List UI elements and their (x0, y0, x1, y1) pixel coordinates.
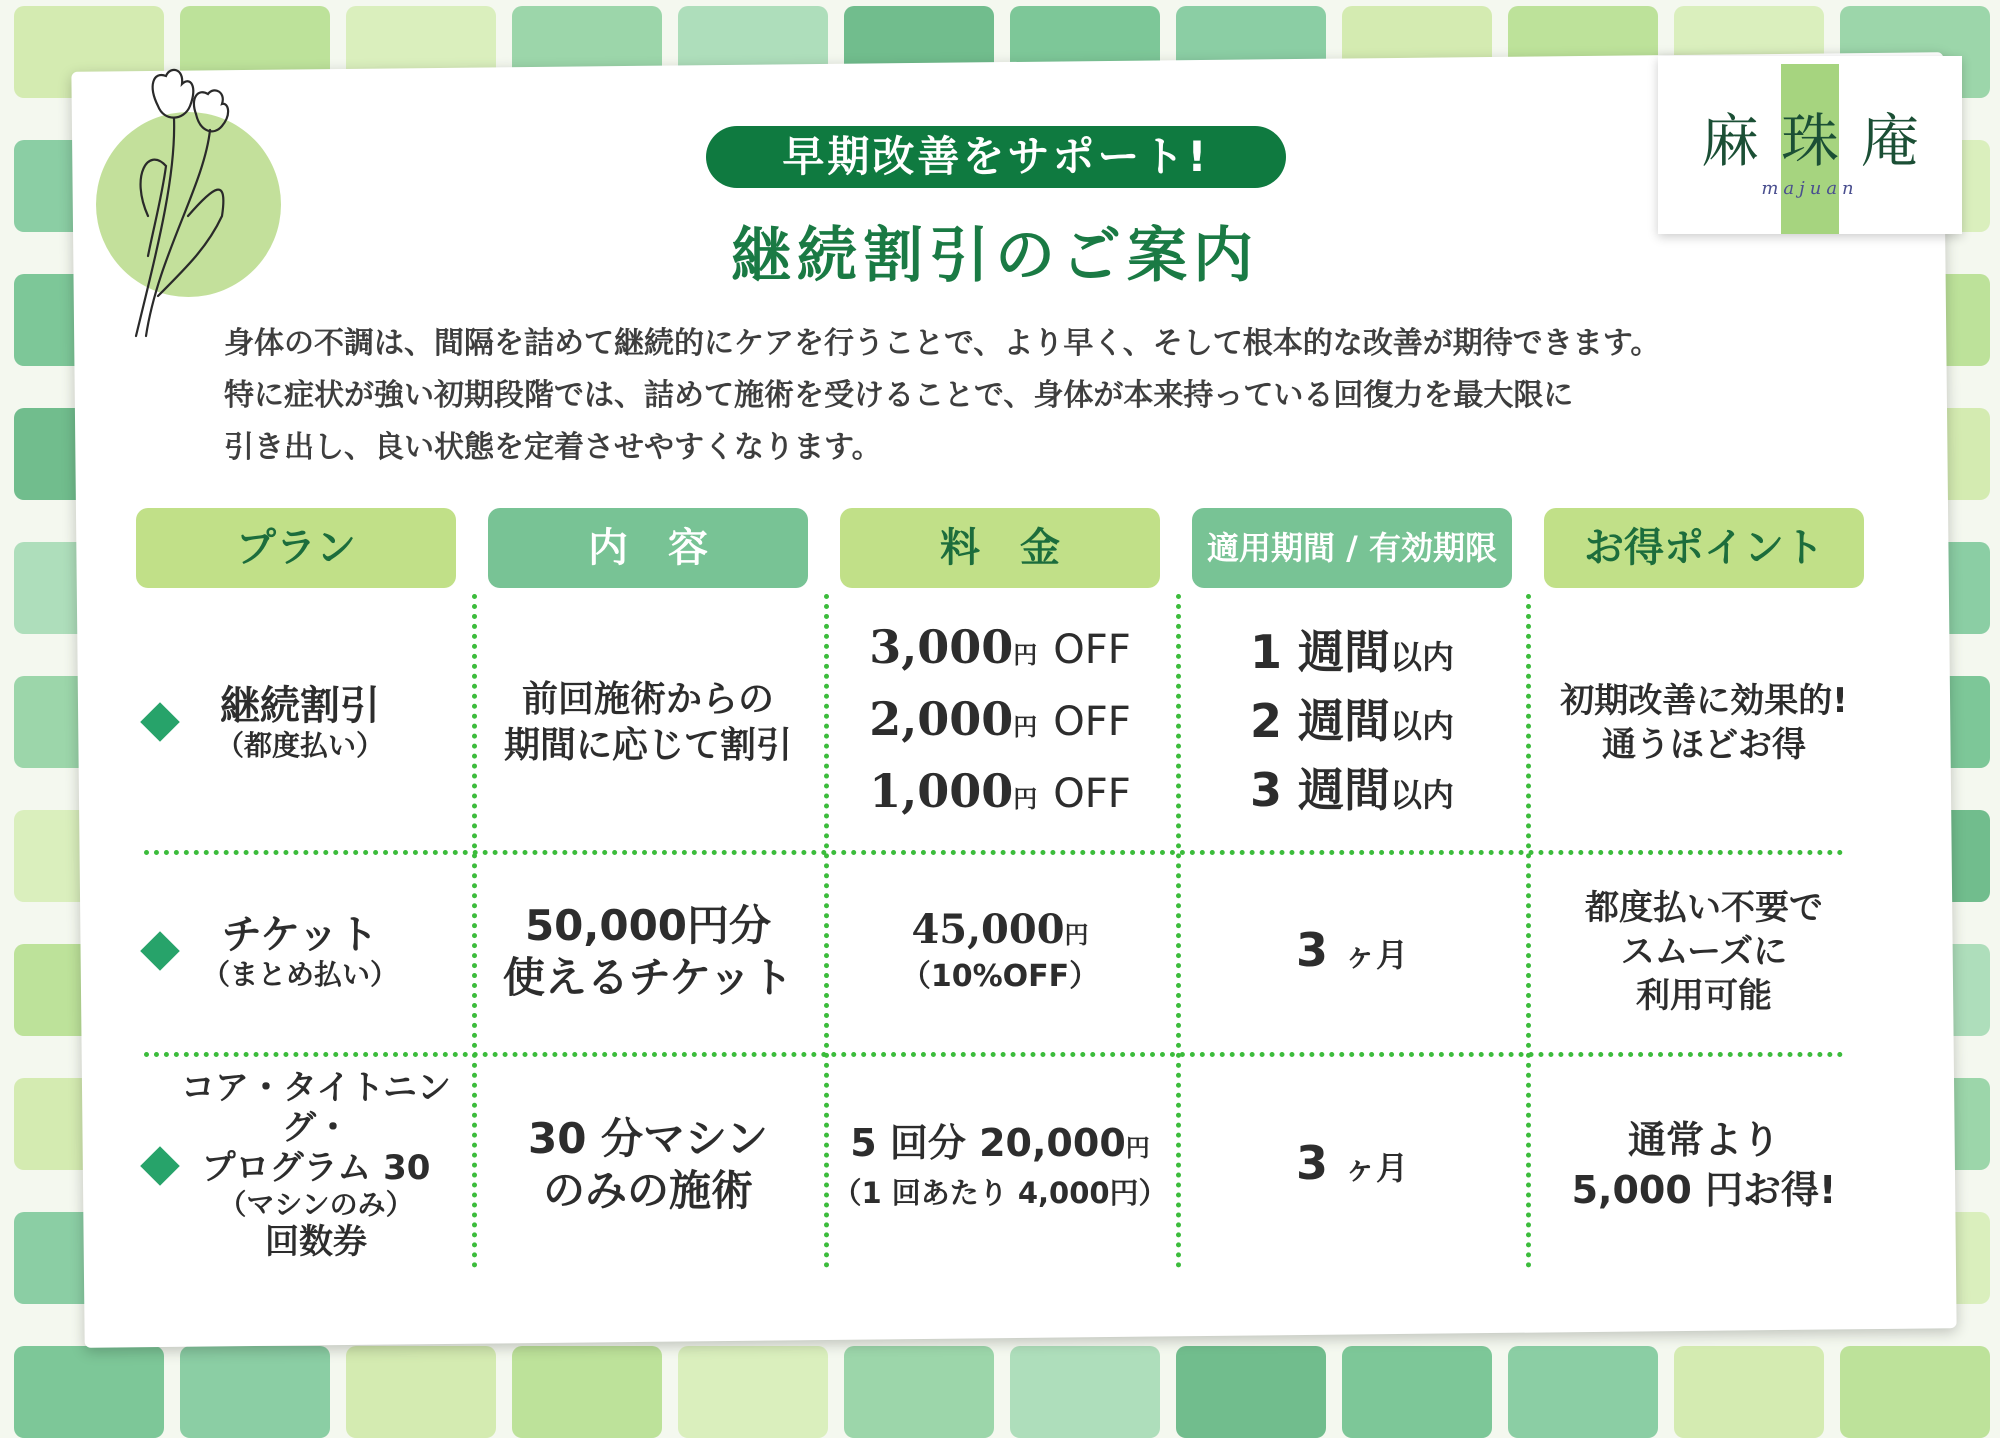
period-line: 3 ヶ月 (1295, 1135, 1409, 1190)
background-tile (512, 1346, 662, 1438)
point-line: 通常より (1627, 1118, 1780, 1162)
period-line: 3 週間以内 (1249, 762, 1455, 817)
price-line: 3,000円 OFF (869, 620, 1131, 674)
row-divider (144, 1052, 1844, 1057)
logo-romaji: majuan (1761, 178, 1859, 199)
price-note: （10%OFF） (900, 958, 1100, 994)
content-line: 50,000円分 (524, 901, 772, 950)
header-banner: 早期改善をサポート! (706, 126, 1286, 188)
content-line: 前回施術からの (521, 679, 774, 720)
period-line: 1 週間以内 (1249, 624, 1455, 679)
tulip-illustration (118, 66, 258, 346)
price-line: 1,000円 OFF (869, 764, 1131, 818)
background-tile (1508, 1346, 1658, 1438)
point-line: 都度払い不要で (1585, 888, 1823, 928)
background-tile (1342, 1346, 1492, 1438)
intro-paragraph (224, 318, 1784, 474)
point-cell (1544, 600, 1864, 846)
point-line: スムーズに (1620, 932, 1788, 972)
header-content: 内 容 (488, 508, 808, 588)
price-cell (840, 600, 1160, 846)
content-cell (488, 858, 808, 1046)
point-cell (1544, 858, 1864, 1046)
row-divider (144, 850, 1844, 855)
price-cell (832, 1060, 1168, 1270)
plan-line: プログラム 30 (201, 1148, 431, 1188)
header-price: 料 金 (840, 508, 1160, 588)
background-tile (844, 1346, 994, 1438)
column-divider (824, 594, 829, 1268)
majuan-logo (1658, 56, 1962, 234)
content-line: 使えるチケット (502, 953, 794, 1002)
header-plan: プラン (136, 508, 456, 588)
plan-line: （マシンのみ） (218, 1188, 414, 1221)
plan-line: 回数券 (265, 1222, 367, 1262)
price-cell (840, 858, 1160, 1046)
plan-cell-continuous (140, 600, 460, 846)
period-cell (1192, 858, 1512, 1046)
column-divider (1176, 594, 1181, 1268)
period-line: 2 週間以内 (1249, 693, 1455, 748)
background-tile (678, 1346, 828, 1438)
background-tile (346, 1346, 496, 1438)
column-divider (1526, 594, 1531, 1268)
content-line: 30 分マシン (527, 1114, 769, 1163)
background-tile (1010, 1346, 1160, 1438)
intro-line: 特に症状が強い初期段階では、詰めて施術を受けることで、身体が本来持っている回復力を最大限に (224, 378, 1574, 413)
period-line: 3 ヶ月 (1295, 922, 1409, 977)
price-note: （1 回あたり 4,000円） (832, 1175, 1168, 1210)
intro-line: 引き出し、良い状態を定着させやすくなります。 (224, 430, 882, 465)
price-amount: 5 回分 20,000円 (850, 1120, 1150, 1165)
point-line: 利用可能 (1636, 976, 1772, 1016)
header-period: 適用期間 / 有効期限 (1192, 508, 1512, 588)
logo-kanji: 麻珠庵 (1700, 107, 1941, 175)
content-cell (488, 600, 808, 846)
plan-sub: （都度払い） (215, 729, 384, 762)
plan-name: 継続割引 (220, 683, 380, 729)
point-line: 通うほどお得 (1602, 725, 1806, 765)
plan-line: コア・タイトニング・ (181, 1068, 451, 1148)
period-cell (1192, 1060, 1512, 1270)
plan-name: チケット (221, 912, 379, 958)
content-cell (488, 1060, 808, 1270)
page-title: 継続割引のご案内 (731, 221, 1259, 291)
intro-line: 身体の不調は、間隔を詰めて継続的にケアを行うことで、より早く、そして根本的な改善が期待できます。 (224, 326, 1661, 361)
price-amount: 45,000円 (911, 905, 1089, 953)
price-line: 2,000円 OFF (869, 692, 1131, 746)
point-line: 5,000 円お得! (1571, 1168, 1837, 1212)
point-cell (1544, 1060, 1864, 1270)
period-cell (1192, 600, 1512, 846)
plan-cell-core-tightening (156, 1060, 476, 1270)
background-tile (180, 1346, 330, 1438)
header-point: お得ポイント (1544, 508, 1864, 588)
background-tile (1176, 1346, 1326, 1438)
background-tile (14, 1346, 164, 1438)
content-line: のみの施術 (542, 1166, 753, 1215)
plan-cell-ticket (140, 858, 460, 1046)
plan-sub: （まとめ払い） (201, 958, 398, 991)
background-tile (1840, 1346, 1990, 1438)
point-line: 初期改善に効果的! (1560, 681, 1848, 721)
content-line: 期間に応じて割引 (503, 725, 792, 766)
background-tile (1674, 1346, 1824, 1438)
